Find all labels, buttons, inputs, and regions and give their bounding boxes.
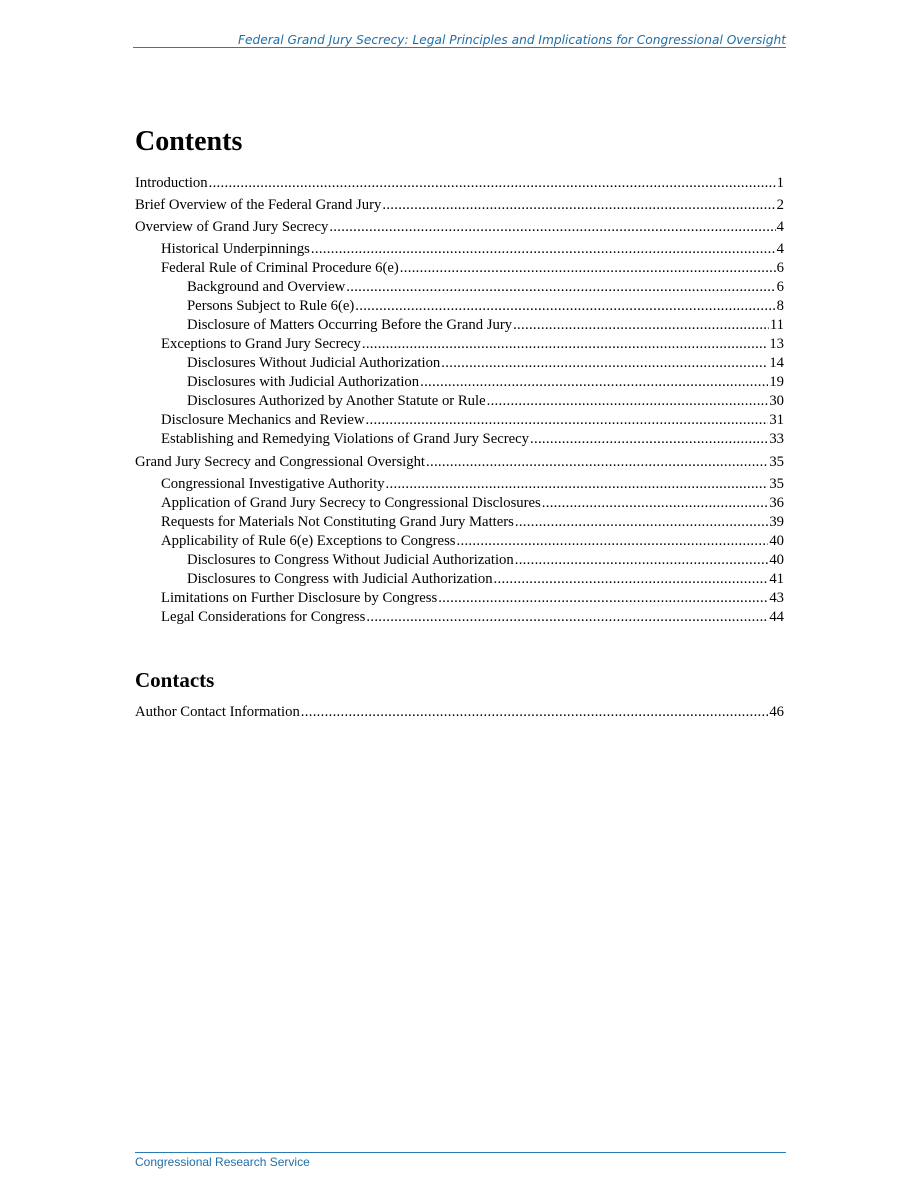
toc-entry-label: Establishing and Remedying Violations of Grand Jury Secrecy: [161, 431, 530, 447]
toc-page-number: 35: [769, 454, 784, 470]
contents-toc-entry[interactable]: [135, 196, 784, 214]
toc-dot-leader: [329, 218, 775, 236]
toc-entry-label: Grand Jury Secrecy and Congressional Oversight: [135, 454, 426, 470]
toc-dot-leader: [426, 453, 768, 471]
contents-toc-entry[interactable]: [135, 532, 784, 550]
toc-page-number: 30: [769, 393, 784, 409]
toc-entry-label: Persons Subject to Rule 6(e): [187, 298, 355, 314]
toc-dot-leader: [355, 297, 775, 315]
toc-page-number: 40: [769, 552, 784, 568]
toc-entry-label: Legal Considerations for Congress: [161, 609, 366, 625]
contents-toc-entry[interactable]: [135, 513, 784, 531]
toc-entry-label: Exceptions to Grand Jury Secrecy: [161, 336, 361, 352]
contents-toc-entry[interactable]: [135, 373, 784, 391]
contents-toc-entry[interactable]: [135, 475, 784, 493]
contents-toc-entry[interactable]: [135, 240, 784, 258]
footer-publisher: Congressional Research Service: [135, 1155, 310, 1169]
toc-page-number: 36: [769, 495, 784, 511]
toc-entry-label: Federal Rule of Criminal Procedure 6(e): [161, 260, 399, 276]
toc-dot-leader: [420, 373, 768, 391]
contents-toc-entry[interactable]: [135, 335, 784, 353]
toc-dot-leader: [441, 354, 768, 372]
toc-dot-leader: [209, 174, 776, 192]
toc-dot-leader: [386, 475, 769, 493]
contents-toc-entry[interactable]: [135, 392, 784, 410]
toc-dot-leader: [542, 494, 769, 512]
toc-entry-label: Disclosures Authorized by Another Statute or Rule: [187, 393, 486, 409]
toc-page-number: 1: [776, 175, 784, 191]
toc-page-number: 40: [769, 533, 784, 549]
toc-page-number: 35: [769, 476, 784, 492]
contents-toc-entry[interactable]: [135, 297, 784, 315]
contacts-toc-entry[interactable]: [135, 703, 784, 721]
contents-toc-entry[interactable]: [135, 316, 784, 334]
toc-entry-label: Historical Underpinnings: [161, 241, 310, 257]
toc-page-number: 39: [769, 514, 784, 530]
contents-toc-entry[interactable]: [135, 218, 784, 236]
toc-dot-leader: [530, 430, 768, 448]
toc-page-number: 6: [776, 260, 784, 276]
toc-page-number: 43: [769, 590, 784, 606]
toc-dot-leader: [438, 589, 768, 607]
toc-entry-label: Disclosures to Congress with Judicial Authorization: [187, 571, 493, 587]
toc-dot-leader: [457, 532, 769, 550]
contents-toc-entry[interactable]: [135, 453, 784, 471]
toc-page-number: 2: [776, 197, 784, 213]
contents-toc-entry[interactable]: [135, 411, 784, 429]
toc-dot-leader: [366, 608, 768, 626]
contents-toc-entry[interactable]: [135, 608, 784, 626]
toc-page-number: 44: [769, 609, 784, 625]
toc-page-number: 33: [769, 431, 784, 447]
toc-entry-label: Disclosures to Congress Without Judicial Authorization: [187, 552, 514, 568]
toc-page-number: 41: [769, 571, 784, 587]
toc-dot-leader: [311, 240, 776, 258]
contents-toc-entry[interactable]: [135, 570, 784, 588]
contents-toc-entry[interactable]: [135, 278, 784, 296]
contents-toc-entry[interactable]: [135, 174, 784, 192]
contents-heading: Contents: [135, 126, 243, 157]
contents-toc-entry[interactable]: [135, 430, 784, 448]
toc-entry-label: Disclosures with Judicial Authorization: [187, 374, 420, 390]
toc-page-number: 19: [769, 374, 784, 390]
toc-dot-leader: [366, 411, 769, 429]
toc-dot-leader: [487, 392, 769, 410]
toc-dot-leader: [346, 278, 775, 296]
toc-page-number: 6: [776, 279, 784, 295]
toc-dot-leader: [362, 335, 768, 353]
header-divider: [133, 47, 786, 48]
toc-entry-label: Applicability of Rule 6(e) Exceptions to Congress: [161, 533, 456, 549]
toc-page-number: 31: [769, 412, 784, 428]
footer-divider: [135, 1152, 786, 1153]
toc-page-number: 14: [769, 355, 784, 371]
toc-entry-label: Disclosures Without Judicial Authorization: [187, 355, 441, 371]
toc-dot-leader: [513, 316, 769, 334]
contents-toc-entry[interactable]: [135, 259, 784, 277]
toc-entry-label: Disclosure Mechanics and Review: [161, 412, 365, 428]
toc-page-number: 46: [769, 704, 784, 720]
toc-entry-label: Author Contact Information: [135, 704, 300, 720]
contents-toc-entry[interactable]: [135, 589, 784, 607]
toc-entry-label: Requests for Materials Not Constituting Grand Jury Matters: [161, 514, 514, 530]
toc-entry-label: Congressional Investigative Authority: [161, 476, 385, 492]
toc-entry-label: Limitations on Further Disclosure by Congress: [161, 590, 438, 606]
toc-entry-label: Overview of Grand Jury Secrecy: [135, 219, 329, 235]
toc-page-number: 11: [769, 317, 784, 333]
toc-page-number: 4: [776, 241, 784, 257]
toc-entry-label: Brief Overview of the Federal Grand Jury: [135, 197, 382, 213]
toc-page-number: 8: [776, 298, 784, 314]
toc-dot-leader: [400, 259, 776, 277]
contents-toc-entry[interactable]: [135, 494, 784, 512]
toc-dot-leader: [494, 570, 769, 588]
toc-page-number: 13: [769, 336, 784, 352]
toc-dot-leader: [515, 513, 768, 531]
contacts-heading: Contacts: [135, 668, 215, 692]
toc-dot-leader: [515, 551, 769, 569]
running-header: Federal Grand Jury Secrecy: Legal Principles and Implications for Congressional Oversight: [237, 33, 786, 47]
toc-dot-leader: [301, 703, 769, 721]
toc-entry-label: Background and Overview: [187, 279, 346, 295]
toc-page-number: 4: [776, 219, 784, 235]
toc-entry-label: Application of Grand Jury Secrecy to Congressional Disclosures: [161, 495, 541, 511]
contents-toc-entry[interactable]: [135, 354, 784, 372]
contents-toc-entry[interactable]: [135, 551, 784, 569]
toc-dot-leader: [382, 196, 775, 214]
toc-entry-label: Disclosure of Matters Occurring Before the Grand Jury: [187, 317, 513, 333]
toc-entry-label: Introduction: [135, 175, 208, 191]
